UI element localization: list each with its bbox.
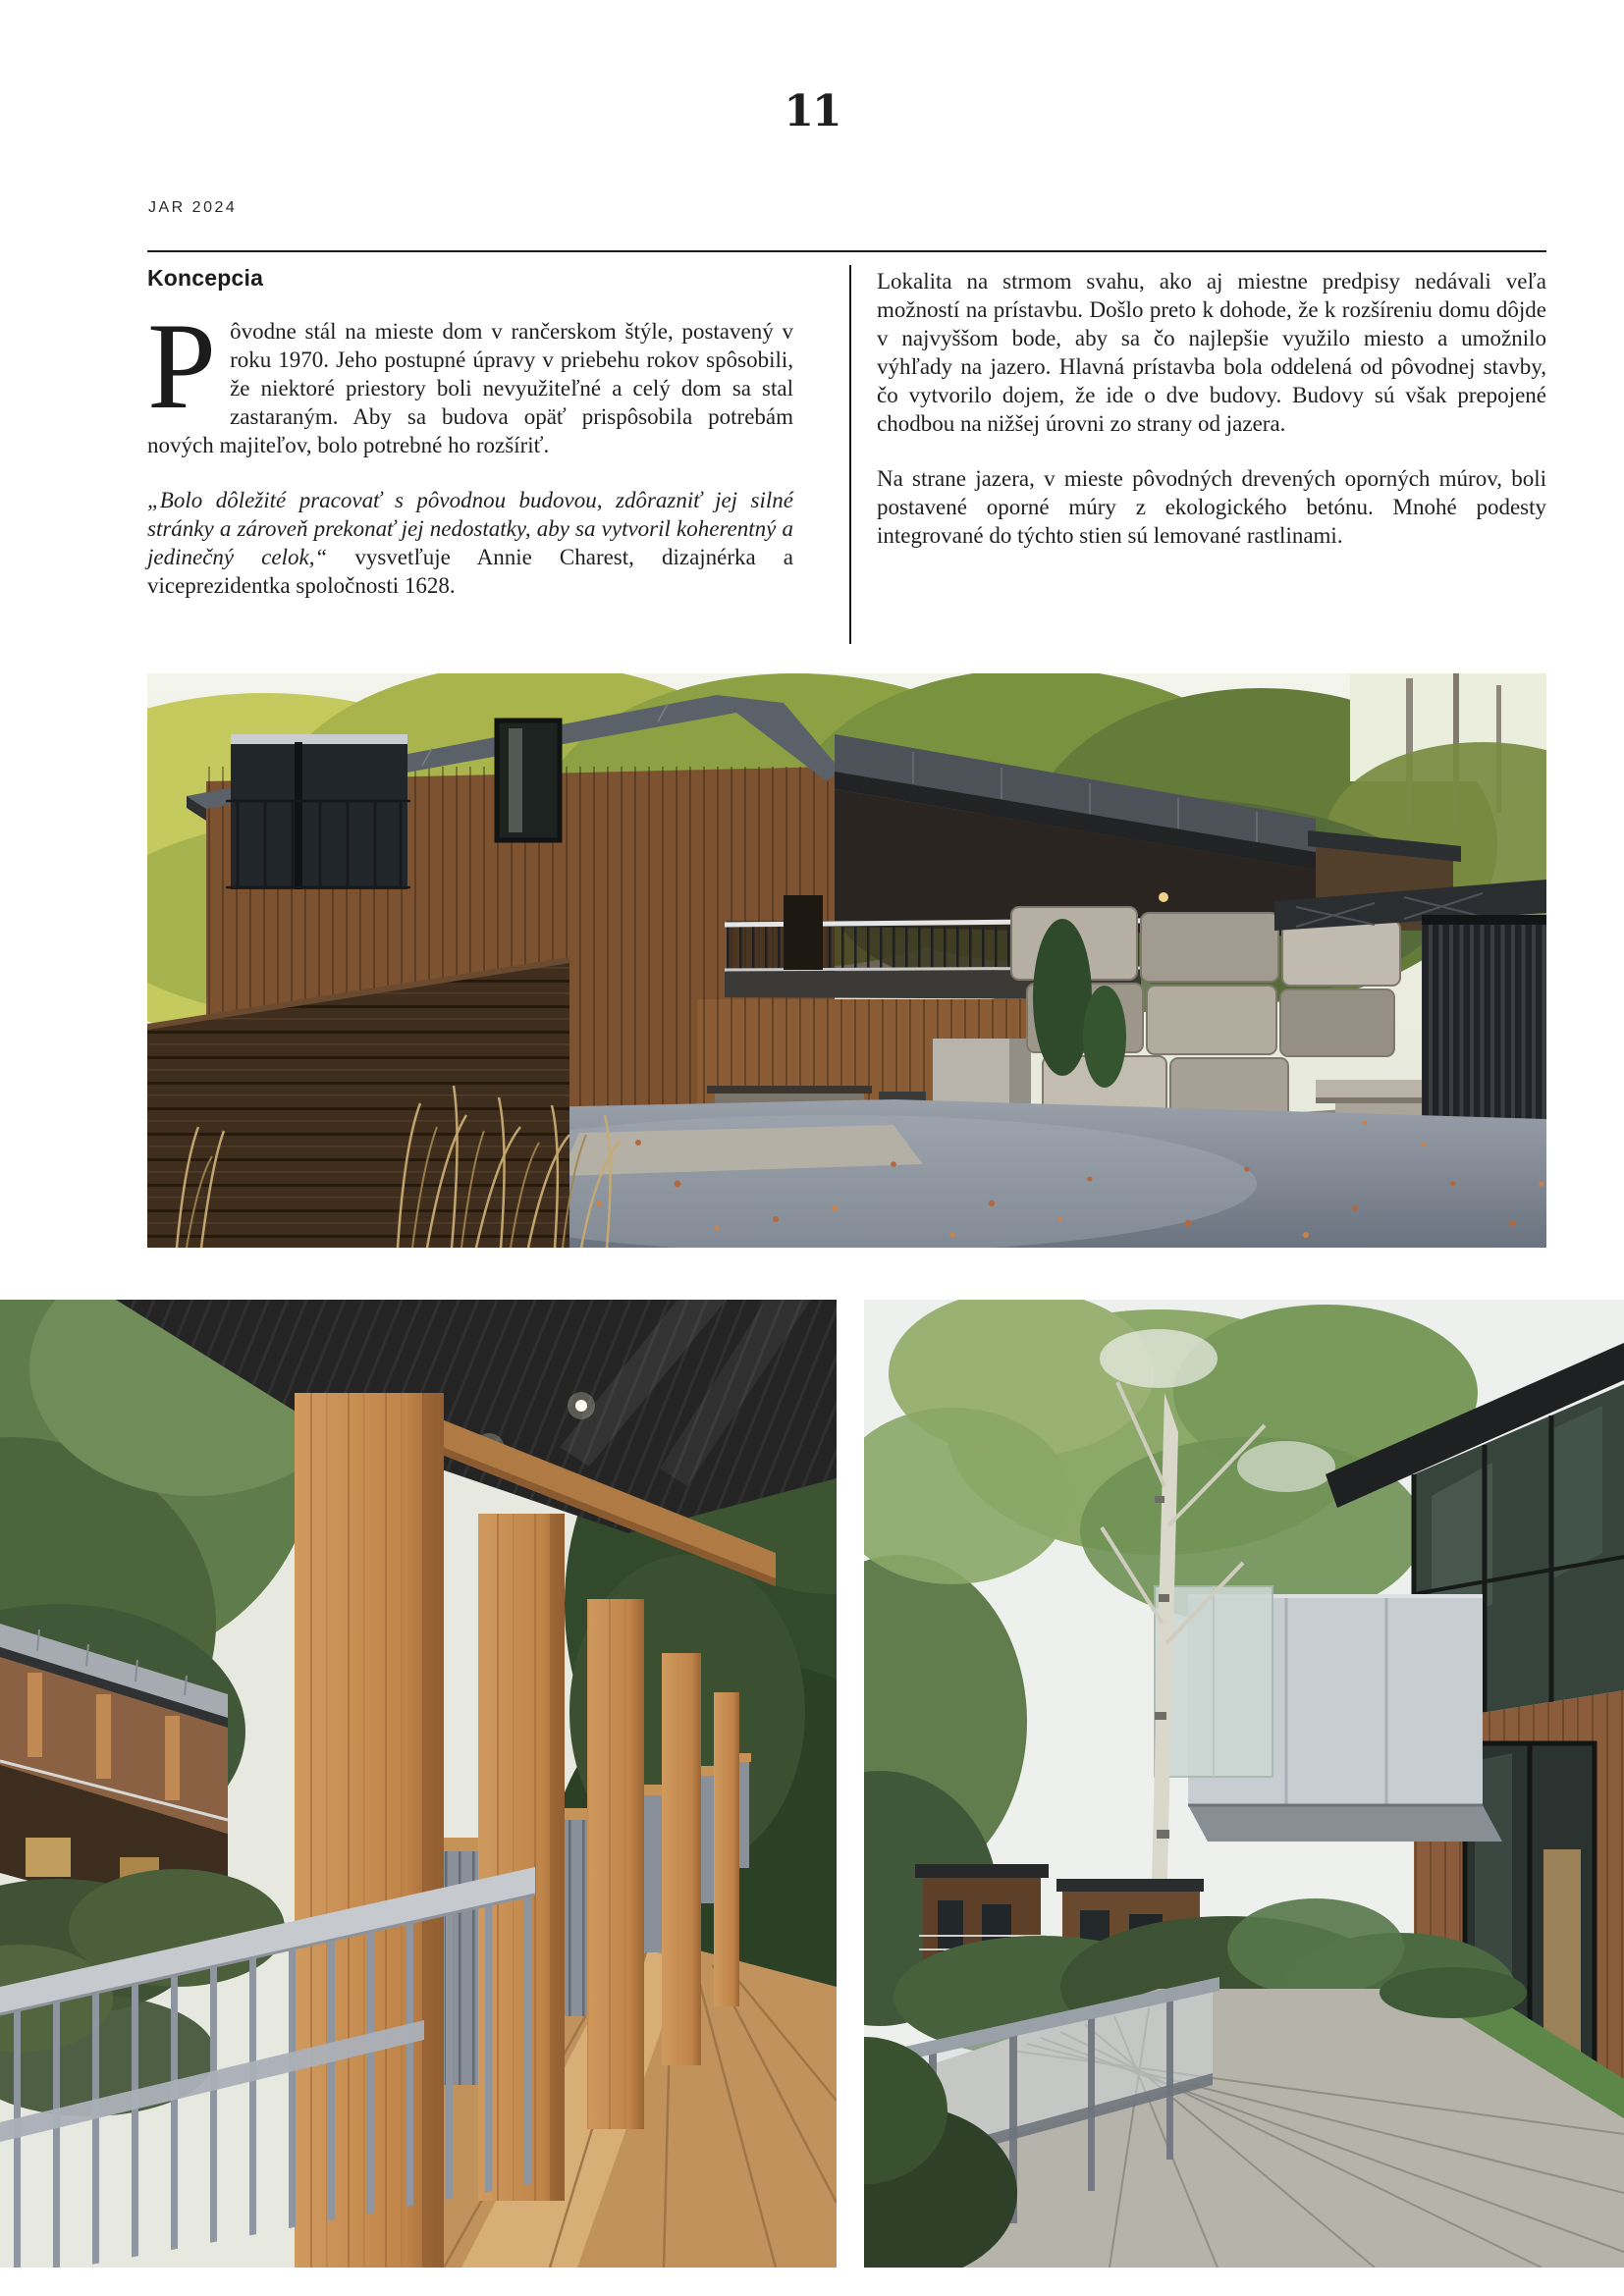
right-column <box>877 267 1546 550</box>
paragraph-quote <box>147 486 793 600</box>
issue-label: JAR 2024 <box>148 199 238 216</box>
photo-porch-columns <box>0 1300 837 2268</box>
photo-house-exterior <box>147 673 1546 1248</box>
left-column <box>147 265 793 600</box>
section-heading: Koncepcia <box>147 265 264 291</box>
column-divider <box>849 265 851 644</box>
quote-attribution: vysvetľuje Annie Charest, dizajnérka a viceprezidentka spoločnosti 1628. <box>147 545 794 598</box>
house-exterior-illustration <box>147 673 1546 1248</box>
header-rule <box>147 250 1546 252</box>
photo-deck-cantilever <box>864 1300 1624 2268</box>
paragraph-site: Lokalita na strmom svahu, ako aj miestne predpisy nedávali veľa možností na prístavbu. Došlo preto k dohode, že k rozšíreniu domu dôjde v najvyššom bode, aby sa čo najlepšie využilo miesto a umožnilo výhľady na jazero. Hlavná prístavba bola oddelená od pôvodnej stavby, čo vytvorilo dojem, že ide o dve budovy. Budovy sú však prepojené chodbou na nižšej úrovni zo strany od jazera. <box>877 269 1546 436</box>
paragraph-intro-text: ôvodne stál na mieste dom v rančerskom štýle, postavený v roku 1970. Jeho postupné úpravy v priebehu rokov spôsobili, že niektoré priestory boli nevyužiteľné a celý dom sa stal zastaraným. Aby sa budova opäť prispôsobila potrebám nových majiteľov, bolo potrebné ho rozšíriť. <box>147 319 793 457</box>
deck-cantilever-illustration <box>864 1300 1624 2268</box>
porch-columns-illustration <box>0 1300 837 2268</box>
drop-cap: P <box>147 298 217 435</box>
paragraph-intro <box>147 298 793 459</box>
page-number: 11 <box>784 86 840 136</box>
quote-text: „Bolo dôležité pracovať s pôvodnou budovou, zdôrazniť jej silné stránky a zároveň prekonať jej nedostatky, aby sa vytvoril koherentný a jedinečný celok,“ <box>147 488 793 569</box>
paragraph-lakeside: Na strane jazera, v mieste pôvodných drevených oporných múrov, boli postavené oporné múry z ekologického betónu. Mnohé podesty integrované do týchto stien sú lemované rastlinami. <box>877 466 1546 548</box>
